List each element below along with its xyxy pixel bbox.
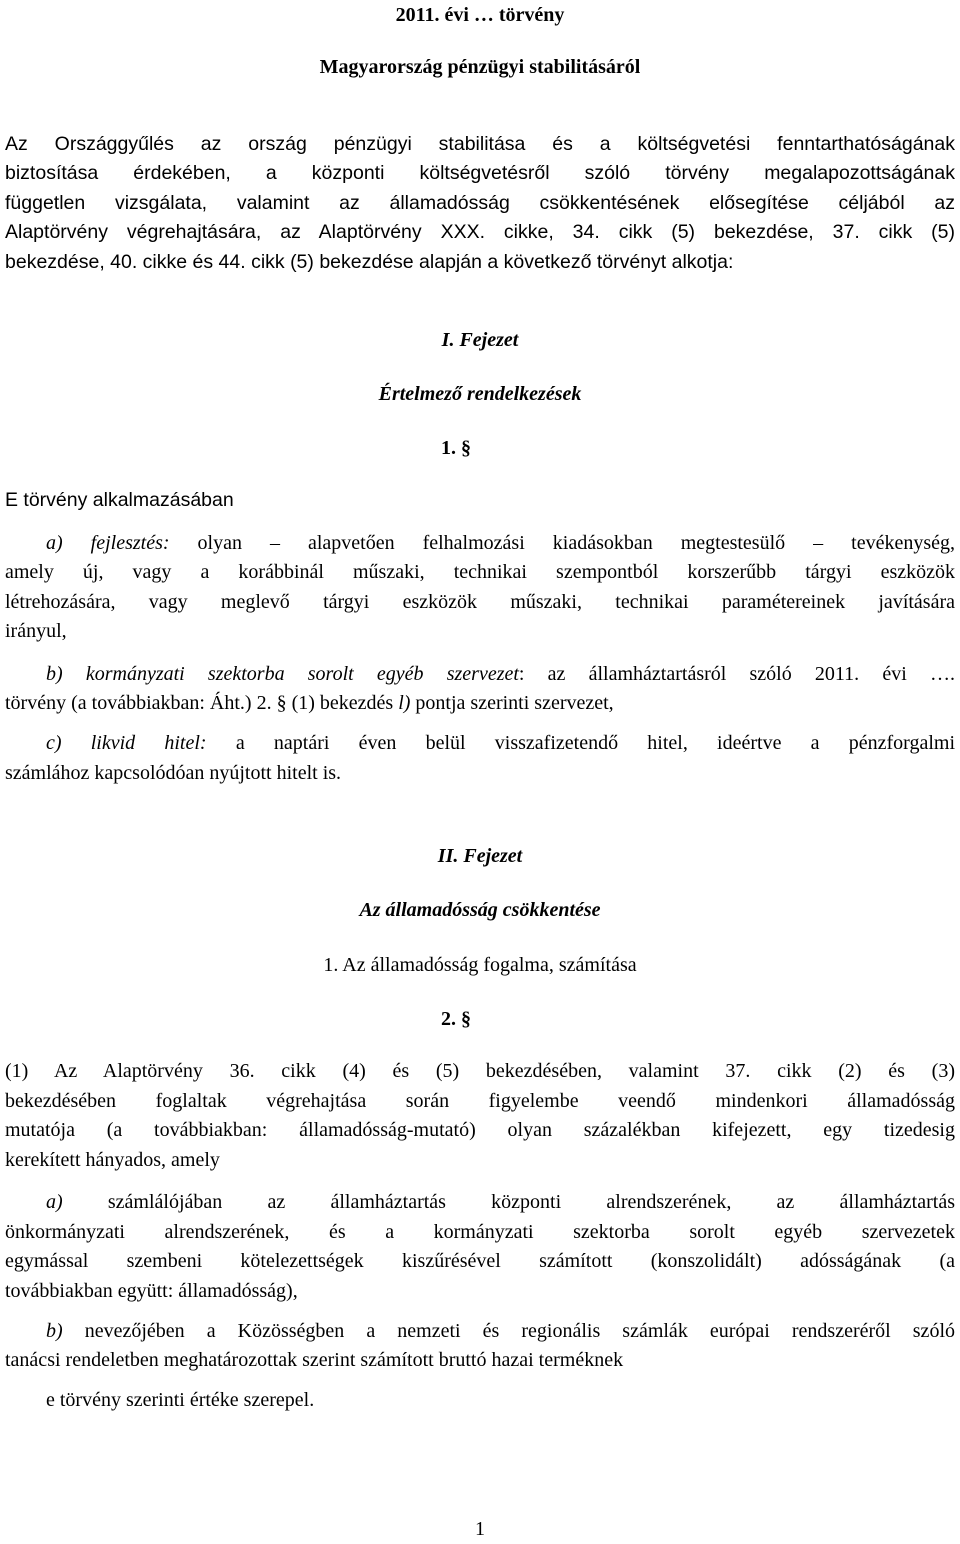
closing-line: e törvény szerinti értéke szerepel. xyxy=(46,1389,315,1411)
page-number: 1 xyxy=(475,1518,485,1540)
point-a-line: egymással szembeni kötelezettségek kiszűrésével számított (konszolidált) adósságának (a xyxy=(5,1250,955,1272)
point-a-line: továbbiakban együtt: államadósság), xyxy=(5,1280,298,1302)
law-number: 2011. évi … törvény xyxy=(395,4,565,26)
definition-c-text: a naptári éven belül visszafizetendő hitel, ideértve a pénzforgalmi xyxy=(235,732,956,754)
definition-b-line xyxy=(5,688,955,718)
definition-a-line: létrehozására, vagy meglevő tárgyi eszközök műszaki, technikai paramétereinek javítására xyxy=(5,591,955,613)
definition-a-label: a) fejlesztés: xyxy=(46,532,170,554)
section-2-heading xyxy=(441,1004,471,1034)
definition-b-text: törvény (a továbbiakban: Áht.) 2. § (1) bekezdés xyxy=(5,692,399,714)
definition-b-text: : az államháztartásról szóló 2011. évi …. xyxy=(518,663,955,685)
chapter-2-subtitle: 1. Az államadósság fogalma, számítása xyxy=(323,954,637,976)
definition-b-text: pontja szerinti szervezet, xyxy=(410,692,614,714)
section-number: 2. xyxy=(441,1008,456,1030)
paragraph-line: (1) Az Alaptörvény 36. cikk (4) és (5) bekezdésében, valamint 37. cikk (2) és (3) xyxy=(5,1060,955,1082)
paragraph-line: kerekített hányados, amely xyxy=(5,1149,220,1171)
paragraph-line: bekezdésében foglaltak végrehajtása során figyelembe veendő mindenkori államadósság xyxy=(5,1090,955,1112)
chapter-1-intro: E törvény alkalmazásában xyxy=(5,489,234,511)
definition-b-first xyxy=(46,663,955,685)
section-sign-icon: § xyxy=(461,1008,471,1030)
point-b-label: b) xyxy=(46,1320,63,1342)
definition-a-line xyxy=(46,528,955,558)
definition-c-line: számlához kapcsolódóan nyújtott hitelt is. xyxy=(5,762,342,784)
chapter-2-title: Az államadósság csökkentése xyxy=(359,899,601,921)
point-b-line xyxy=(46,1316,955,1346)
preamble-line: független vizsgálata, valamint az államadósság csökkentésének elősegítése céljából az xyxy=(5,192,955,214)
section-sign-icon: § xyxy=(461,437,471,459)
chapter-1-number: I. Fejezet xyxy=(441,329,519,351)
definition-a-line: amely új, vagy a korábbinál műszaki, technikai szempontból korszerűbb tárgyi eszközök xyxy=(5,561,955,583)
chapter-2-number: II. Fejezet xyxy=(437,845,523,867)
definition-b-label: b) kormányzati szektorba sorolt egyéb szervezet xyxy=(46,663,519,685)
definition-a-text: olyan – alapvetően felhalmozási kiadásokban megtestesülő – tevékenység, xyxy=(197,532,955,554)
point-b-line: tanácsi rendeletben meghatározottak szerint számított bruttó hazai terméknek xyxy=(5,1349,624,1371)
preamble-line: biztosítása érdekében, a központi költségvetésről szóló törvény megalapozottságának xyxy=(5,162,955,184)
section-number: 1. xyxy=(441,437,456,459)
law-title: Magyarország pénzügyi stabilitásáról xyxy=(319,56,641,78)
point-a-line: önkormányzati alrendszerének, és a kormányzati szektorba sorolt egyéb szervezetek xyxy=(5,1221,955,1243)
point-a-label: a) xyxy=(46,1191,63,1213)
point-a-line xyxy=(46,1187,955,1217)
definition-c-label: c) likvid hitel: xyxy=(46,732,207,754)
preamble-line: Alaptörvény végrehajtására, az Alaptörvény XXX. cikke, 34. cikk (5) bekezdése, 37. cikk (5) xyxy=(5,221,955,243)
definition-b-line xyxy=(46,659,955,689)
point-a-text: számlálójában az államháztartás központi alrendszerének, az államháztartás xyxy=(107,1191,955,1213)
preamble-line: bekezdése, 40. cikke és 44. cikk (5) bekezdése alapján a következő törvényt alkotja: xyxy=(5,251,734,273)
preamble-line: Az Országgyűlés az ország pénzügyi stabilitása és a költségvetési fenntarthatóságának xyxy=(5,133,955,155)
point-b-text: nevezőjében a Közösségben a nemzeti és regionális számlák európai rendszeréről szóló xyxy=(84,1320,955,1342)
paragraph-line: mutatója (a továbbiakban: államadósság-mutató) olyan százalékban kifejezett, egy tizedesig xyxy=(5,1119,955,1141)
definition-a-line: irányul, xyxy=(5,620,67,642)
definition-c-line xyxy=(46,728,955,758)
chapter-1-title: Értelmező rendelkezések xyxy=(378,383,582,405)
section-1-heading xyxy=(441,433,471,463)
definition-b-point-ref: l) xyxy=(398,692,411,714)
